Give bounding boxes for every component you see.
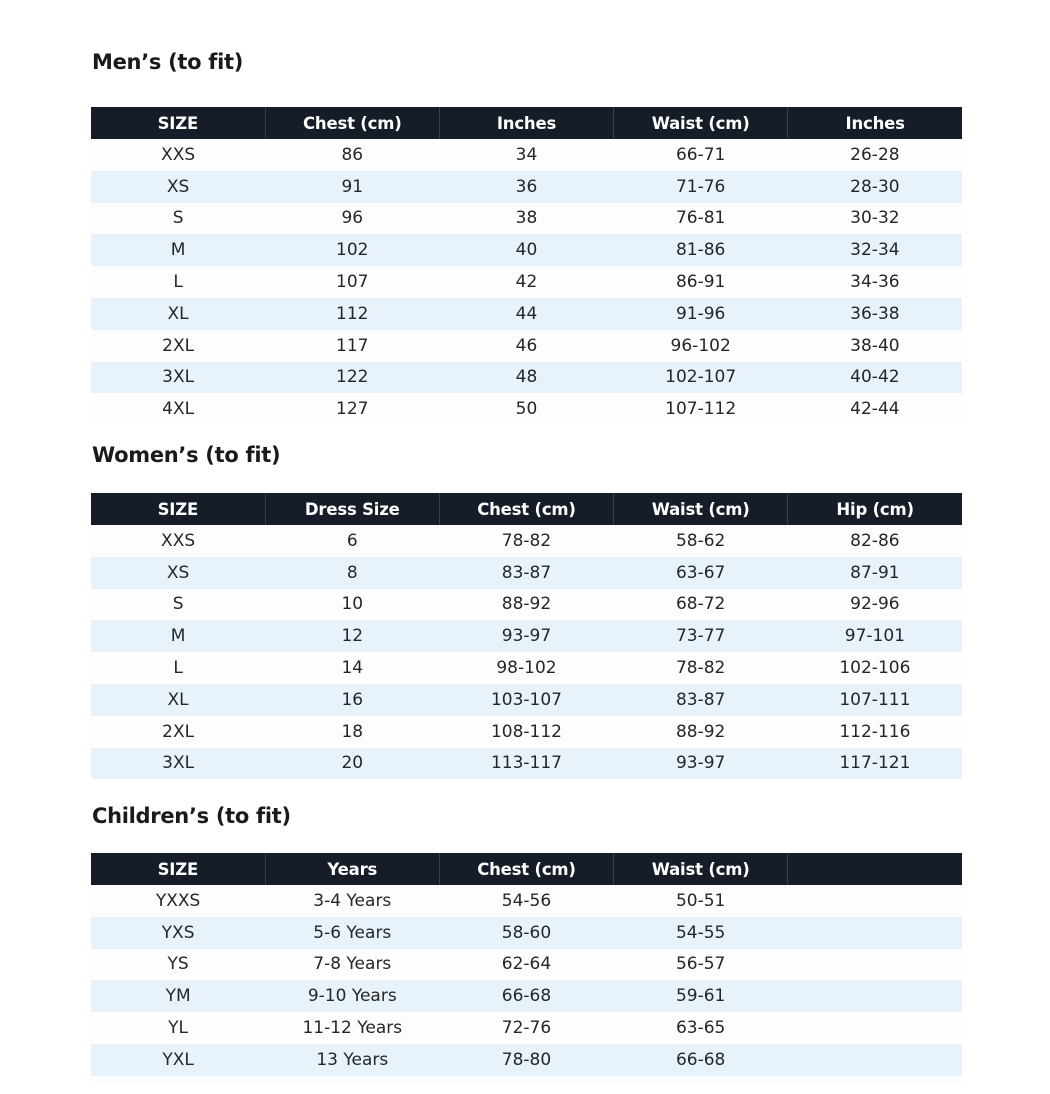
table-cell: 30-32 — [788, 203, 962, 235]
table-cell: 32-34 — [788, 234, 962, 266]
table-cell: 5-6 Years — [265, 917, 439, 949]
table-cell: 9-10 Years — [265, 980, 439, 1012]
table-cell: XL — [91, 298, 265, 330]
table-cell: 2XL — [91, 330, 265, 362]
table-cell: 34-36 — [788, 266, 962, 298]
table-cell: 102-106 — [788, 652, 962, 684]
table-row — [91, 917, 962, 949]
column-header: Inches — [788, 107, 962, 139]
table-cell: 66-68 — [614, 1044, 788, 1076]
table-cell: 86 — [265, 139, 439, 171]
table-row — [91, 234, 962, 266]
table-cell: 107-112 — [614, 393, 788, 425]
column-header: SIZE — [91, 493, 265, 525]
table-cell: 58-62 — [614, 525, 788, 557]
table-cell: 107 — [265, 266, 439, 298]
table-cell: 18 — [265, 716, 439, 748]
table-header-row — [91, 493, 962, 525]
table-row — [91, 652, 962, 684]
table-cell: 26-28 — [788, 139, 962, 171]
table-row — [91, 362, 962, 394]
table-cell: 3XL — [91, 748, 265, 780]
table-cell: YM — [91, 980, 265, 1012]
table-cell: 3XL — [91, 362, 265, 394]
table-row — [91, 330, 962, 362]
table-row — [91, 139, 962, 171]
table-cell: 42 — [439, 266, 613, 298]
table-header-row — [91, 853, 962, 885]
column-header: Years — [265, 853, 439, 885]
table-cell: 108-112 — [439, 716, 613, 748]
table-cell: 16 — [265, 684, 439, 716]
table-cell: 102-107 — [614, 362, 788, 394]
table-cell: 12 — [265, 620, 439, 652]
table-cell: M — [91, 234, 265, 266]
table-cell: XXS — [91, 525, 265, 557]
table-cell: 3-4 Years — [265, 885, 439, 917]
table-cell: YS — [91, 949, 265, 981]
table-row — [91, 298, 962, 330]
table-row — [91, 557, 962, 589]
table-cell: YXS — [91, 917, 265, 949]
table-row — [91, 266, 962, 298]
table-cell: 7-8 Years — [265, 949, 439, 981]
table-cell: 44 — [439, 298, 613, 330]
table-cell: 10 — [265, 589, 439, 621]
womens-section-title: Women’s (to fit) — [92, 443, 281, 467]
childrens-section-title: Children’s (to fit) — [92, 804, 291, 828]
table-cell: 62-64 — [439, 949, 613, 981]
table-cell: 103-107 — [439, 684, 613, 716]
table-row — [91, 980, 962, 1012]
column-header: Waist (cm) — [614, 493, 788, 525]
table-cell: 83-87 — [439, 557, 613, 589]
table-cell: 102 — [265, 234, 439, 266]
table-cell: 96 — [265, 203, 439, 235]
table-cell: 54-56 — [439, 885, 613, 917]
mens-size-table — [91, 107, 962, 425]
table-cell: 93-97 — [614, 748, 788, 780]
table-footer-band — [91, 1076, 962, 1084]
table-cell: 2XL — [91, 716, 265, 748]
table-cell: 112 — [265, 298, 439, 330]
womens-size-table — [91, 493, 962, 779]
table-cell: YXXS — [91, 885, 265, 917]
childrens-size-table — [91, 853, 962, 1076]
table-row — [91, 589, 962, 621]
table-cell: 38-40 — [788, 330, 962, 362]
table-cell: XS — [91, 171, 265, 203]
table-cell: 91-96 — [614, 298, 788, 330]
column-header: SIZE — [91, 107, 265, 139]
table-row — [91, 949, 962, 981]
table-cell: L — [91, 266, 265, 298]
column-header: Chest (cm) — [439, 493, 613, 525]
table-row — [91, 748, 962, 780]
table-cell: S — [91, 589, 265, 621]
table-cell: 13 Years — [265, 1044, 439, 1076]
table-cell: 76-81 — [614, 203, 788, 235]
table-cell: 36 — [439, 171, 613, 203]
table-cell: 20 — [265, 748, 439, 780]
column-header — [788, 853, 962, 885]
table-cell: 112-116 — [788, 716, 962, 748]
table-cell: 127 — [265, 393, 439, 425]
table-cell: 107-111 — [788, 684, 962, 716]
table-row — [91, 620, 962, 652]
table-cell: 54-55 — [614, 917, 788, 949]
table-row — [91, 716, 962, 748]
table-cell: 14 — [265, 652, 439, 684]
mens-section-title: Men’s (to fit) — [92, 50, 244, 74]
table-cell — [788, 885, 962, 917]
table-cell: 28-30 — [788, 171, 962, 203]
table-cell: S — [91, 203, 265, 235]
column-header: Chest (cm) — [439, 853, 613, 885]
table-cell: XS — [91, 557, 265, 589]
table-cell: 8 — [265, 557, 439, 589]
column-header: Waist (cm) — [614, 107, 788, 139]
table-cell: 48 — [439, 362, 613, 394]
table-cell: 40-42 — [788, 362, 962, 394]
table-cell: 38 — [439, 203, 613, 235]
table-row — [91, 885, 962, 917]
table-cell: 122 — [265, 362, 439, 394]
table-cell: 78-82 — [614, 652, 788, 684]
table-cell: 42-44 — [788, 393, 962, 425]
table-cell: 82-86 — [788, 525, 962, 557]
table-cell: 46 — [439, 330, 613, 362]
table-row — [91, 393, 962, 425]
table-cell: 98-102 — [439, 652, 613, 684]
table-cell — [788, 1012, 962, 1044]
table-cell: 86-91 — [614, 266, 788, 298]
table-cell: L — [91, 652, 265, 684]
column-header: Waist (cm) — [614, 853, 788, 885]
table-cell: 113-117 — [439, 748, 613, 780]
table-cell: 78-80 — [439, 1044, 613, 1076]
table-cell: 92-96 — [788, 589, 962, 621]
table-cell: 68-72 — [614, 589, 788, 621]
table-cell: 59-61 — [614, 980, 788, 1012]
table-cell: 73-77 — [614, 620, 788, 652]
table-cell: M — [91, 620, 265, 652]
table-cell: 63-65 — [614, 1012, 788, 1044]
table-cell — [788, 949, 962, 981]
table-row — [91, 684, 962, 716]
table-cell: 34 — [439, 139, 613, 171]
table-row — [91, 1044, 962, 1076]
table-cell: 88-92 — [614, 716, 788, 748]
table-cell: 72-76 — [439, 1012, 613, 1044]
table-cell: 81-86 — [614, 234, 788, 266]
table-cell: 71-76 — [614, 171, 788, 203]
table-cell: 117-121 — [788, 748, 962, 780]
table-cell — [788, 1044, 962, 1076]
table-cell: 6 — [265, 525, 439, 557]
table-cell: 88-92 — [439, 589, 613, 621]
table-cell: YL — [91, 1012, 265, 1044]
table-row — [91, 171, 962, 203]
table-cell: 11-12 Years — [265, 1012, 439, 1044]
table-cell: 78-82 — [439, 525, 613, 557]
table-cell: XXS — [91, 139, 265, 171]
column-header: Hip (cm) — [788, 493, 962, 525]
column-header: Dress Size — [265, 493, 439, 525]
table-cell: 63-67 — [614, 557, 788, 589]
table-cell — [788, 917, 962, 949]
column-header: Chest (cm) — [265, 107, 439, 139]
table-row — [91, 1012, 962, 1044]
table-cell: 4XL — [91, 393, 265, 425]
table-cell: 66-71 — [614, 139, 788, 171]
table-cell: 87-91 — [788, 557, 962, 589]
table-cell: 50-51 — [614, 885, 788, 917]
table-cell: XL — [91, 684, 265, 716]
table-cell: 93-97 — [439, 620, 613, 652]
table-cell: 117 — [265, 330, 439, 362]
table-cell — [788, 980, 962, 1012]
table-cell: 91 — [265, 171, 439, 203]
table-cell: 56-57 — [614, 949, 788, 981]
table-cell: 50 — [439, 393, 613, 425]
table-cell: 36-38 — [788, 298, 962, 330]
table-cell: 66-68 — [439, 980, 613, 1012]
table-cell: 40 — [439, 234, 613, 266]
column-header: Inches — [439, 107, 613, 139]
table-row — [91, 203, 962, 235]
table-cell: 83-87 — [614, 684, 788, 716]
table-cell: 96-102 — [614, 330, 788, 362]
table-cell: YXL — [91, 1044, 265, 1076]
column-header: SIZE — [91, 853, 265, 885]
table-cell: 58-60 — [439, 917, 613, 949]
table-header-row — [91, 107, 962, 139]
table-row — [91, 525, 962, 557]
table-cell: 97-101 — [788, 620, 962, 652]
